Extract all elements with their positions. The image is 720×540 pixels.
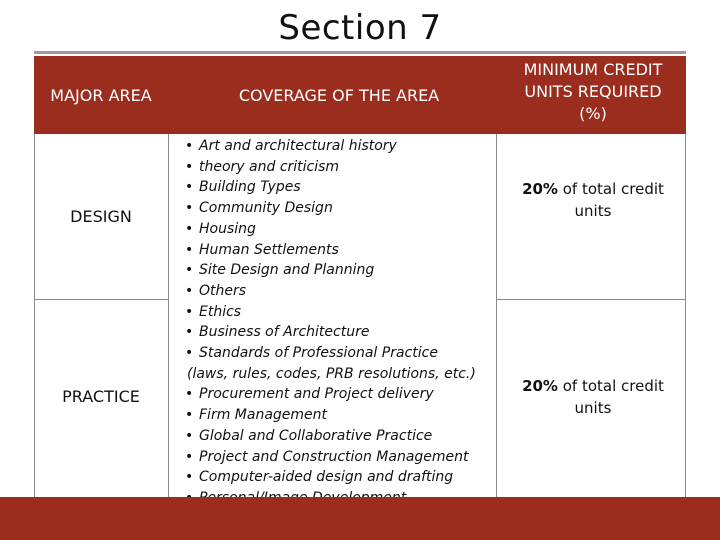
header-minimum-line3: (%) [579,104,607,123]
row-divider-credit [496,299,686,300]
footer-bar [0,497,720,540]
bullet-icon: • [185,303,194,320]
credit-design-text2: units [574,202,612,220]
credit-practice-percent: 20% [522,377,558,395]
bullet-icon: • [185,220,194,237]
slide-title: Section 7 [278,8,442,48]
coverage-item: • Human Settlements [185,240,485,261]
bullet-icon: • [185,179,194,196]
credit-design-percent: 20% [522,180,558,198]
coverage-item: • Site Design and Planning [185,260,485,281]
coverage-item: • Business of Architecture [185,322,485,343]
bullet-icon: • [185,469,194,486]
area-practice: PRACTICE [62,387,140,406]
coverage-item: • Housing [185,219,485,240]
area-design: DESIGN [70,207,132,226]
coverage-item: • Firm Management [185,405,485,426]
credit-practice [500,375,686,419]
coverage-item: • theory and criticism [185,157,485,178]
bullet-icon: • [185,262,194,279]
coverage-item: • Global and Collaborative Practice [185,426,485,447]
coverage-list [185,136,485,509]
header-minimum-line1: MINIMUM CREDIT [523,60,663,79]
coverage-item: • Community Design [185,198,485,219]
coverage-note: (laws, rules, codes, PRB resolutions, etc.) [187,365,476,382]
row-divider-design [34,299,168,300]
table-header [34,56,686,134]
coverage-item: • Ethics [185,302,485,323]
table-border-left [34,134,35,497]
bullet-icon: • [185,345,194,362]
bullet-icon: • [185,282,194,299]
credit-design-text: of total credit [557,180,664,198]
bullet-icon: • [185,324,194,341]
coverage-item: • Standards of Professional Practice [185,343,485,364]
coverage-item: • Project and Construction Management [185,447,485,468]
coverage-item: • Building Types [185,177,485,198]
bullet-icon: • [185,158,194,175]
coverage-item: • Others [185,281,485,302]
bullet-icon: • [185,448,194,465]
bullet-icon: • [185,138,194,154]
bullet-icon: • [185,386,194,403]
header-minimum-credit [500,59,686,125]
bullet-icon: • [185,200,194,217]
credit-practice-text: of total credit [557,377,664,395]
credit-practice-text2: units [574,399,612,417]
table-divider-col1 [168,134,169,497]
bullet-icon: • [185,407,194,424]
header-coverage: COVERAGE OF THE AREA [238,86,440,105]
credit-design [500,178,686,222]
coverage-item: • Art and architectural history [185,136,485,157]
bullet-icon: • [185,427,194,444]
header-minimum-line2: UNITS REQUIRED [524,82,662,101]
bullet-icon: • [185,241,194,258]
header-major-area: MAJOR AREA [50,86,152,105]
title-divider [34,51,686,54]
coverage-item: • Computer-aided design and drafting [185,467,485,488]
table-divider-col2 [496,134,497,497]
coverage-item: • Procurement and Project delivery [185,384,485,405]
